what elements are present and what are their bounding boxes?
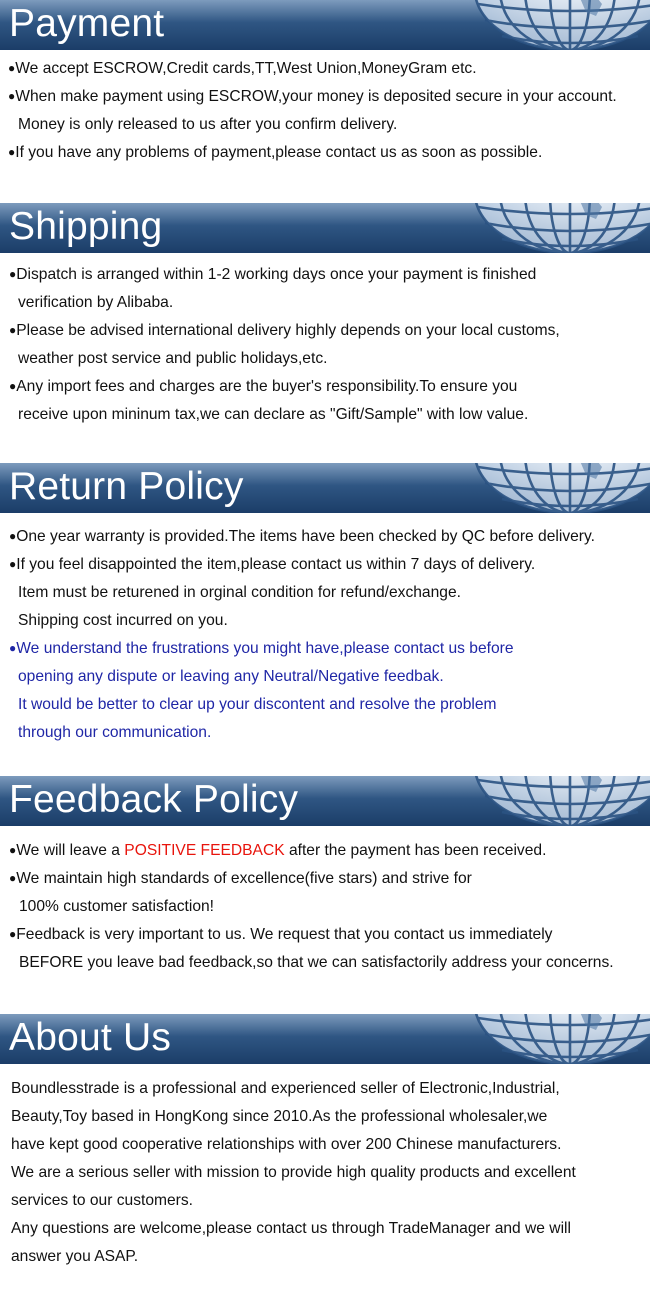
line-text: If you have any problems of payment,please contact us as soon as possible. — [15, 144, 543, 161]
return-policy-line — [18, 583, 461, 603]
line-text: When make payment using ESCROW,your money is deposited secure in your account. — [15, 88, 617, 105]
feedback-policy-title: Feedback Policy — [9, 778, 299, 821]
line-text: after the payment has been received. — [284, 842, 547, 859]
payment-title: Payment — [9, 2, 165, 45]
globe-icon — [470, 463, 650, 513]
line-text: verification by Alibaba. — [18, 294, 174, 311]
line-text: Any questions are welcome,please contact us through TradeManager and we will — [11, 1220, 571, 1237]
line-text: opening any dispute or leaving any Neutral/Negative feedbak. — [18, 668, 444, 685]
line-text: BEFORE you leave bad feedback,so that we can satisfactorily address your concerns. — [19, 954, 614, 971]
return-policy-line — [18, 695, 497, 715]
line-text: We maintain high standards of excellence(five stars) and strive for — [16, 870, 472, 887]
line-text: 100% customer satisfaction! — [19, 898, 215, 915]
positive-feedback-highlight: POSITIVE FEEDBACK — [124, 842, 285, 859]
payment-line — [18, 115, 397, 135]
bullet-icon: ● — [9, 927, 17, 941]
line-text: Money is only released to us after you confirm delivery. — [18, 116, 398, 133]
payment-line — [8, 87, 617, 107]
feedback-policy-line — [9, 841, 546, 861]
shipping-line — [9, 321, 560, 341]
bullet-icon: ● — [8, 145, 16, 159]
line-text: We will leave a — [16, 842, 125, 859]
return-policy-title: Return Policy — [9, 465, 244, 508]
shipping-title: Shipping — [9, 205, 163, 248]
payment-line — [8, 143, 542, 163]
feedback-policy-line — [19, 953, 614, 973]
line-text: Please be advised international delivery highly depends on your local customs, — [16, 322, 560, 339]
line-text: Dispatch is arranged within 1-2 working days once your payment is finished — [16, 266, 537, 283]
bullet-icon: ● — [9, 267, 17, 281]
about-us-line — [11, 1219, 571, 1239]
line-text: Boundlesstrade is a professional and experienced seller of Electronic,Industrial, — [11, 1080, 560, 1097]
bullet-icon: ● — [9, 323, 17, 337]
about-us-line — [11, 1163, 576, 1183]
shipping-line — [9, 377, 517, 397]
line-text: through our communication. — [18, 724, 212, 741]
about-us-line — [11, 1135, 561, 1155]
line-text: Shipping cost incurred on you. — [18, 612, 228, 629]
return-policy-line — [18, 667, 444, 687]
bullet-icon: ● — [9, 843, 17, 857]
globe-icon — [470, 1014, 650, 1064]
line-text: weather post service and public holidays,etc. — [18, 350, 328, 367]
about-us-title: About Us — [9, 1016, 172, 1059]
bullet-icon: ● — [9, 871, 17, 885]
globe-icon — [470, 776, 650, 826]
bullet-icon: ● — [8, 89, 16, 103]
line-text: have kept good cooperative relationships with over 200 Chinese manufacturers. — [11, 1136, 562, 1153]
about-us-line — [11, 1079, 560, 1099]
bullet-icon: ● — [9, 641, 17, 655]
globe-icon — [470, 0, 650, 50]
shipping-banner — [0, 203, 650, 253]
about-us-line — [11, 1247, 138, 1267]
bullet-icon: ● — [8, 61, 16, 75]
line-text: Any import fees and charges are the buyer's responsibility.To ensure you — [16, 378, 518, 395]
line-text: One year warranty is provided.The items have been checked by QC before delivery. — [16, 528, 595, 545]
line-text: answer you ASAP. — [11, 1248, 139, 1265]
feedback-policy-line — [9, 925, 552, 945]
return-policy-line — [9, 555, 535, 575]
return-policy-line — [9, 639, 514, 659]
payment-line — [8, 59, 477, 79]
feedback-policy-line — [19, 897, 214, 917]
return-policy-banner — [0, 463, 650, 513]
line-text: If you feel disappointed the item,please contact us within 7 days of delivery. — [16, 556, 536, 573]
line-text: receive upon mininum tax,we can declare as "Gift/Sample" with low value. — [18, 406, 529, 423]
line-text: Feedback is very important to us. We request that you contact us immediately — [16, 926, 553, 943]
bullet-icon: ● — [9, 529, 17, 543]
line-text: We understand the frustrations you might have,please contact us before — [16, 640, 514, 657]
bullet-icon: ● — [9, 557, 17, 571]
line-text: Beauty,Toy based in HongKong since 2010.As the professional wholesaler,we — [11, 1108, 548, 1125]
line-text: Item must be returened in orginal condition for refund/exchange. — [18, 584, 461, 601]
globe-icon — [470, 203, 650, 253]
about-us-banner — [0, 1014, 650, 1064]
line-text: services to our customers. — [11, 1192, 193, 1209]
line-text: We are a serious seller with mission to provide high quality products and excellent — [11, 1164, 576, 1181]
line-text: We accept ESCROW,Credit cards,TT,West Union,MoneyGram etc. — [15, 60, 477, 77]
shipping-line — [18, 405, 528, 425]
shipping-line — [18, 349, 327, 369]
feedback-policy-line — [9, 869, 472, 889]
feedback-policy-banner — [0, 776, 650, 826]
line-text: It would be better to clear up your discontent and resolve the problem — [18, 696, 497, 713]
about-us-line — [11, 1107, 547, 1127]
return-policy-line — [18, 723, 211, 743]
shipping-line — [18, 293, 173, 313]
return-policy-line — [9, 527, 595, 547]
return-policy-line — [18, 611, 228, 631]
bullet-icon: ● — [9, 379, 17, 393]
about-us-line — [11, 1191, 193, 1211]
shipping-line — [9, 265, 536, 285]
payment-banner — [0, 0, 650, 50]
